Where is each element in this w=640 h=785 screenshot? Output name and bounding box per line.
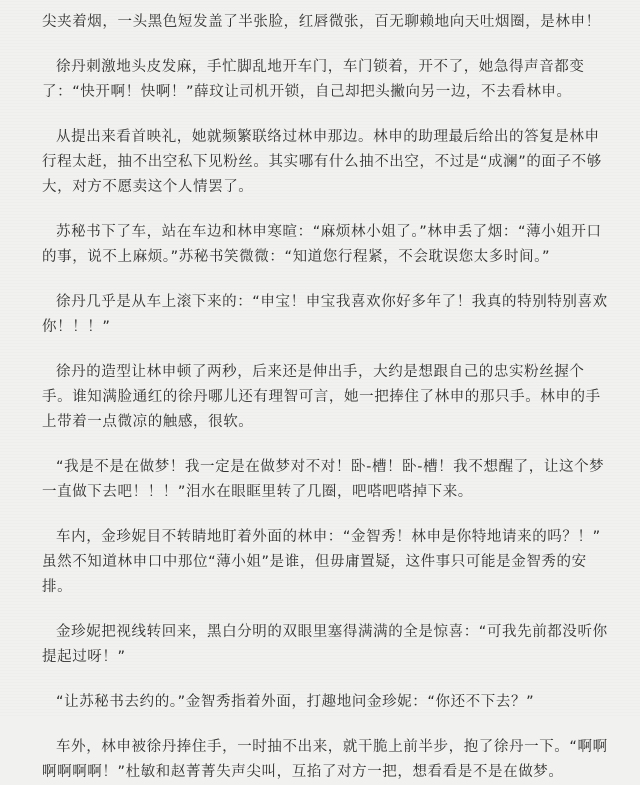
text-line: 一直做下去吧！！！”泪水在眼眶里转了几圈，吧嗒吧嗒掉下来。: [42, 484, 473, 500]
text-line: “让苏秘书去约的。”金智秀指着外面，打趣地问金珍妮：“你还不下去？”: [56, 694, 535, 710]
text-line: 排。: [42, 579, 73, 595]
paragraph: [42, 690, 618, 715]
paragraph: [42, 55, 618, 105]
paragraph: [42, 455, 618, 505]
text-line: 提起过呀！”: [42, 649, 126, 665]
text-line: 金珍妮把视线转回来，黑白分明的双眼里塞得满满的全是惊喜：“可我先前都没听你: [56, 624, 608, 640]
text-line: 从提出来看首映礼，她就频繁联络过林申那边。林申的助理最后给出的答复是林申: [56, 129, 600, 145]
text-line: 你！！！”: [42, 319, 111, 335]
paragraph: [42, 220, 618, 270]
text-line: 啊啊啊啊！”杜敏和赵菁菁失声尖叫，互掐了对方一把，想看看是不是在做梦。: [42, 764, 564, 780]
text-line: 车内，金珍妮目不转睛地盯着外面的林申：“金智秀！林申是你特地请来的吗？！”: [56, 529, 601, 545]
paragraph: [42, 125, 618, 200]
text-line: 的事，说不上麻烦。”苏秘书笑微微：“知道您行程紧，不会耽误您太多时间。”: [42, 249, 551, 265]
text-line: 徐丹刺激地头皮发麻，手忙脚乱地开车门，车门锁着，开不了，她急得声音都变: [56, 59, 585, 75]
text-line: “我是不是在做梦！我一定是在做梦对不对！卧-槽！卧-槽！我不想醒了，让这个梦: [56, 459, 605, 475]
text-line: 徐丹的造型让林申顿了两秒，后来还是伸出手，大约是想跟自己的忠实粉丝握个: [56, 364, 585, 380]
paragraph: [42, 735, 618, 785]
paragraph: [42, 360, 618, 435]
text-line: 上带着一点微凉的触感，很软。: [42, 414, 254, 430]
text-line: 大，对方不愿卖这个人情罢了。: [42, 179, 254, 195]
text-line: 虽然不知道林申口中那位“薄小姐”是谁，但毋庸置疑，这件事只可能是金智秀的安: [42, 554, 587, 570]
text-line: 苏秘书下了车，站在车边和林申寒暄：“麻烦林小姐了。”林申丢了烟：“薄小姐开口: [56, 224, 602, 240]
text-line: 手。谁知满脸通红的徐丹哪儿还有理智可言，她一把捧住了林申的那只手。林申的手: [42, 389, 601, 405]
paragraph: [42, 290, 618, 340]
paragraph: [42, 620, 618, 670]
paragraph: [42, 525, 618, 600]
text-line: 了：“快开啊！快啊！”薛玟让司机开锁，自己却把头撇向另一边，不去看林申。: [42, 84, 572, 100]
text-line: 车外，林申被徐丹捧住手，一时抽不出来，就干脆上前半步，抱了徐丹一下。“啊啊: [56, 739, 608, 755]
text-line: 徐丹几乎是从车上滚下来的：“申宝！申宝我喜欢你好多年了！我真的特别特别喜欢: [56, 294, 608, 310]
paragraph: [42, 10, 618, 35]
text-line: 行程太赶，抽不出空私下见粉丝。其实哪有什么抽不出空，不过是“成澜”的面子不够: [42, 154, 602, 170]
text-line: 尖夹着烟，一头黑色短发盖了半张脸，红唇微张，百无聊赖地向天吐烟圈，是林申！: [42, 14, 601, 30]
